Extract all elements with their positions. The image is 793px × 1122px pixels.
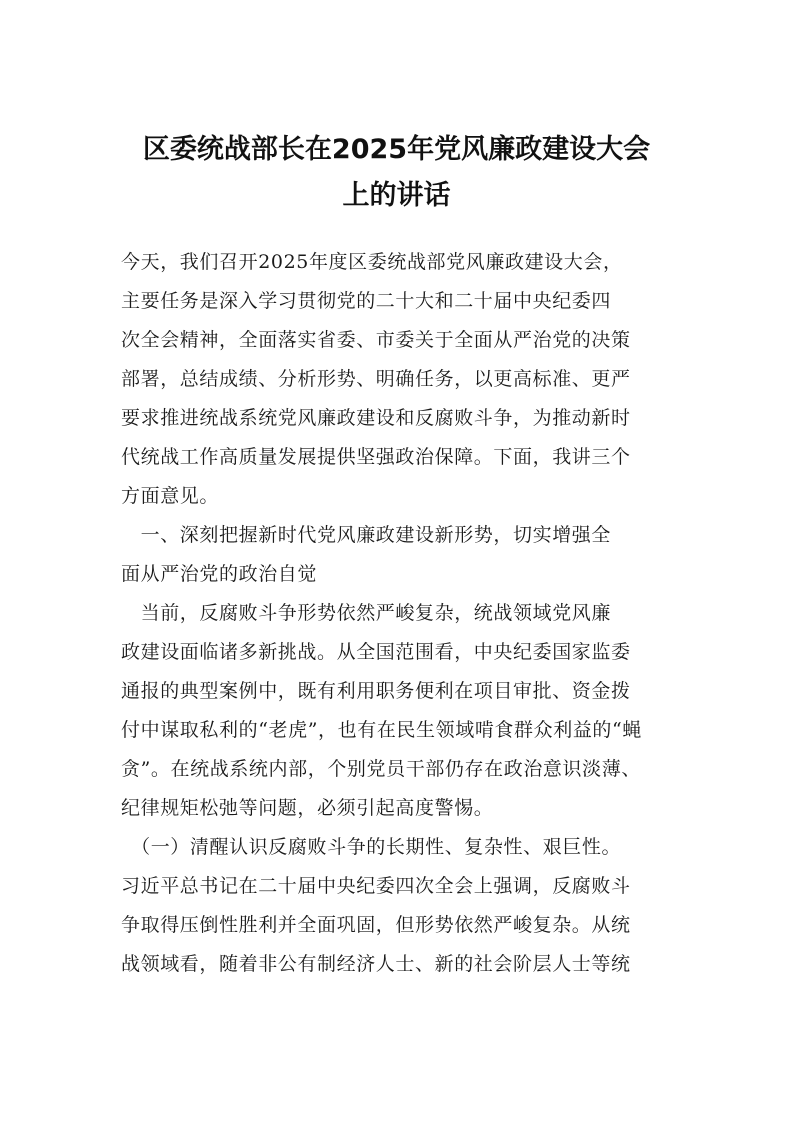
body-line: 贪”。在统战系统内部，个别党员干部仍存在政治意识淡薄、 xyxy=(121,758,641,780)
body-line: 政建设面临诸多新挑战。从全国范围看，中央纪委国家监委 xyxy=(121,641,631,663)
section-heading-line: 一、深刻把握新时代党风廉政建设新形势，切实增强全 xyxy=(121,524,612,546)
body-line: 纪律规矩松弛等问题，必须引起高度警惕。 xyxy=(121,797,494,819)
document-title-line-2: 上的讲话 xyxy=(342,180,451,211)
body-line: 争取得压倒性胜利并全面巩固，但形势依然严峻复杂。从统 xyxy=(121,914,631,936)
body-line: 战领域看，随着非公有制经济人士、新的社会阶层人士等统 xyxy=(121,953,631,975)
document-title-line-1: 区委统战部长在2025年党风廉政建设大会 xyxy=(142,134,651,165)
body-line: 次全会精神，全面落实省委、市委关于全面从严治党的决策 xyxy=(121,329,631,351)
body-line: 今天，我们召开2025年度区委统战部党风廉政建设大会， xyxy=(121,251,623,273)
body-line: 习近平总书记在二十届中央纪委四次全会上强调，反腐败斗 xyxy=(121,875,631,897)
subsection-heading-line: （一）清醒认识反腐败斗争的长期性、复杂性、艰巨性。 xyxy=(121,836,622,858)
section-heading-line: 面从严治党的政治自觉 xyxy=(121,563,318,585)
body-line: 主要任务是深入学习贯彻党的二十大和二十届中央纪委四 xyxy=(121,290,612,312)
body-line: 通报的典型案例中，既有利用职务便利在项目审批、资金拨 xyxy=(121,680,631,702)
body-line: 方面意见。 xyxy=(121,485,220,507)
body-line: 当前，反腐败斗争形势依然严峻复杂，统战领域党风廉 xyxy=(121,602,612,624)
body-line: 代统战工作高质量发展提供坚强政治保障。下面，我讲三个 xyxy=(121,446,631,468)
body-line: 付中谋取私利的“老虎”，也有在民生领域啃食群众利益的“蝇 xyxy=(121,719,642,741)
body-line: 部署，总结成绩、分析形势、明确任务，以更高标准、更严 xyxy=(121,368,631,390)
body-line: 要求推进统战系统党风廉政建设和反腐败斗争，为推动新时 xyxy=(121,407,631,429)
